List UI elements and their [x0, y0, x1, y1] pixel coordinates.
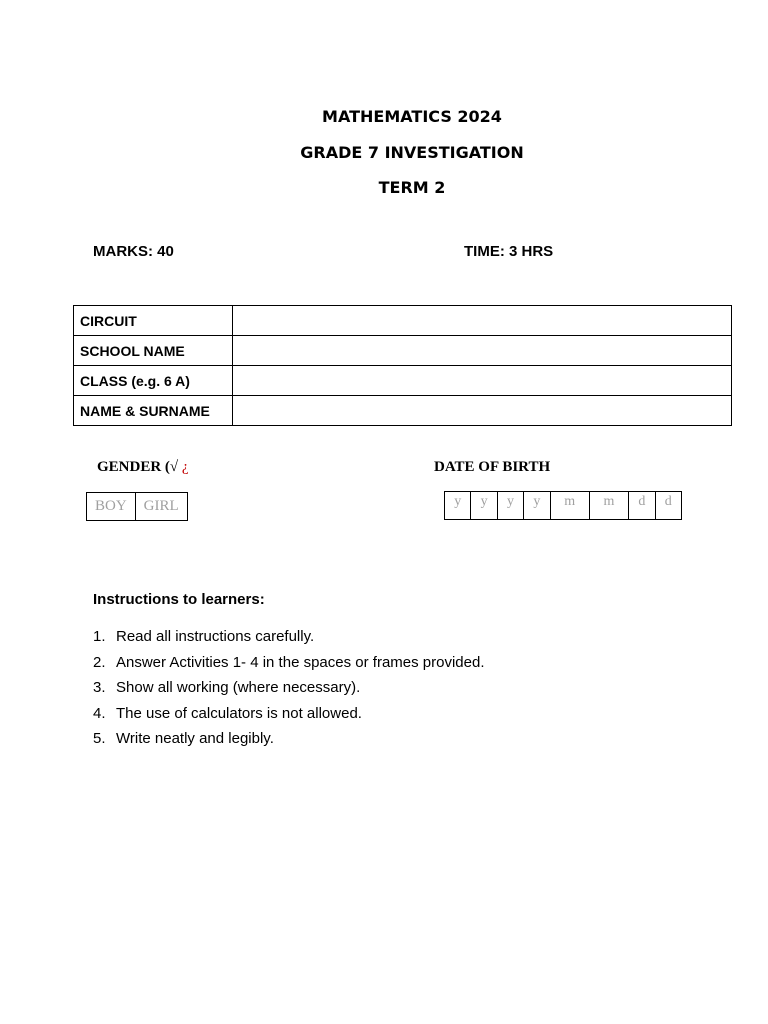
- circuit-field[interactable]: [233, 306, 732, 336]
- time-label: TIME: 3 HRS: [464, 243, 554, 260]
- dob-year-box[interactable]: y: [497, 492, 523, 520]
- dob-year-box[interactable]: y: [471, 492, 497, 520]
- dob-year-box[interactable]: y: [524, 492, 550, 520]
- info-label: CIRCUIT: [74, 306, 233, 336]
- dob-day-box[interactable]: d: [655, 492, 681, 520]
- gender-option-girl[interactable]: GIRL: [135, 493, 187, 521]
- instructions-title: Instructions to learners:: [93, 591, 265, 608]
- info-label: SCHOOL NAME: [74, 336, 233, 366]
- check-mark-icon: √: [169, 459, 179, 475]
- item-text: Answer Activities 1- 4 in the spaces or frames provided.: [116, 653, 485, 671]
- title-block: [0, 104, 768, 211]
- item-number: 2.: [93, 653, 106, 671]
- table-row: [74, 336, 732, 366]
- date-of-birth-label: DATE OF BIRTH: [434, 459, 551, 475]
- list-item: [93, 703, 485, 729]
- table-row: [74, 366, 732, 396]
- dob-month-box[interactable]: m: [550, 492, 589, 520]
- marks-label: MARKS: 40: [93, 243, 174, 260]
- info-label: NAME & SURNAME: [74, 396, 233, 426]
- item-number: 1.: [93, 628, 106, 645]
- item-text: Read all instructions carefully.: [116, 628, 315, 645]
- item-number: 3.: [93, 679, 106, 696]
- instructions-list: [93, 626, 485, 754]
- gender-options: [86, 492, 188, 521]
- list-item: [93, 626, 485, 652]
- gender-option-boy[interactable]: BOY: [87, 493, 136, 521]
- name-surname-field[interactable]: [233, 396, 732, 426]
- dob-year-box[interactable]: y: [445, 492, 471, 520]
- item-text: Show all working (where necessary).: [116, 679, 361, 696]
- school-name-field[interactable]: [233, 336, 732, 366]
- document-subtitle: GRADE 7 INVESTIGATION: [300, 142, 524, 162]
- document-term: TERM 2: [378, 178, 446, 197]
- item-text: The use of calculators is not allowed.: [116, 704, 362, 722]
- list-item: [93, 652, 485, 678]
- item-text: Write neatly and legibly.: [116, 730, 274, 747]
- info-label: CLASS (e.g. 6 A): [74, 366, 233, 396]
- date-of-birth-boxes: [444, 491, 682, 520]
- document-title: MATHEMATICS 2024: [322, 107, 502, 126]
- dob-month-box[interactable]: m: [589, 492, 628, 520]
- class-field[interactable]: [233, 366, 732, 396]
- item-number: 5.: [93, 730, 106, 747]
- table-row: [74, 396, 732, 426]
- gender-label-text: GENDER (: [97, 459, 170, 475]
- item-number: 4.: [93, 704, 106, 722]
- dob-day-box[interactable]: d: [629, 492, 655, 520]
- list-item: [93, 728, 485, 754]
- gender-label: [97, 459, 189, 476]
- error-glyph-icon: ¿: [181, 459, 189, 475]
- list-item: [93, 677, 485, 703]
- table-row: [74, 306, 732, 336]
- learner-info-table: [73, 305, 732, 426]
